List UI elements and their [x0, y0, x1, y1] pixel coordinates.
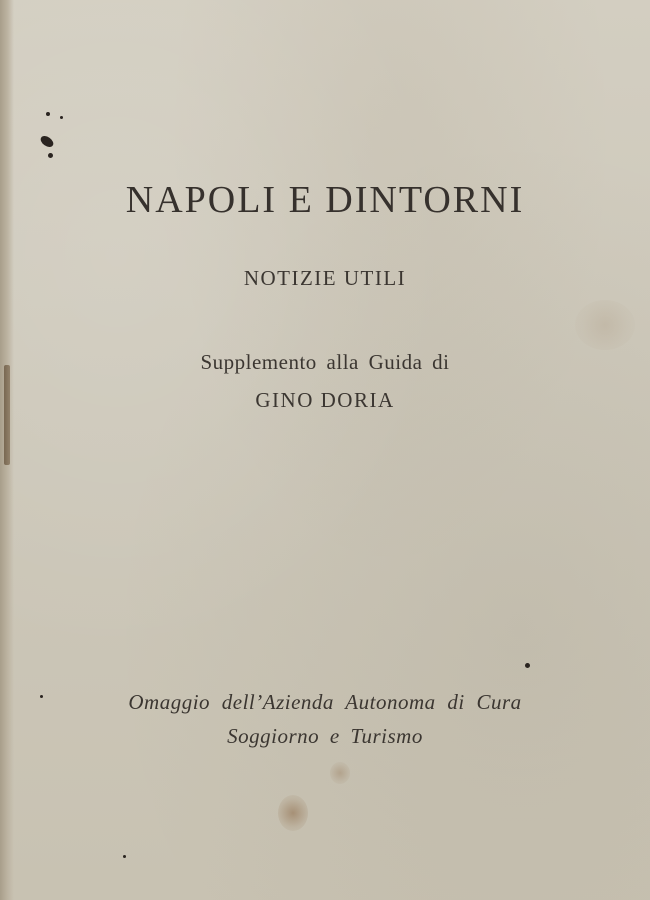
author-name: GINO DORIA	[255, 388, 395, 412]
dedication-line-1: Omaggio dell’Azienda Autonoma di Cura	[128, 690, 522, 714]
ink-speck	[60, 116, 63, 119]
ink-speck	[39, 134, 56, 149]
ink-speck	[123, 855, 126, 858]
cover-subtitle: NOTIZIE UTILI	[243, 266, 407, 290]
paper-stain	[330, 762, 350, 784]
cover-title: NAPOLI E DINTORNI	[125, 179, 525, 221]
spine-tear-mark	[4, 365, 10, 465]
dedication-line-2: Soggiorno e Turismo	[227, 724, 423, 748]
ink-speck	[525, 663, 530, 668]
supplement-line: Supplemento alla Guida di	[200, 350, 450, 374]
ink-speck	[48, 153, 53, 158]
ink-speck	[46, 112, 50, 116]
paper-stain	[575, 300, 635, 350]
paper-stain	[278, 795, 308, 831]
